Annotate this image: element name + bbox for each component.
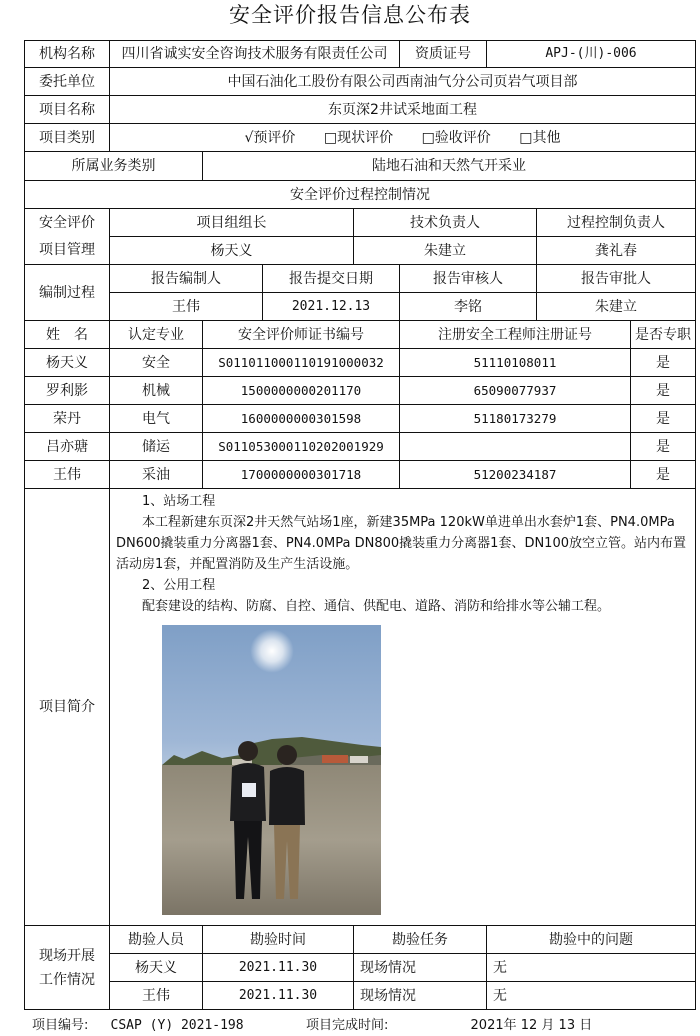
category-option-other: □其他 — [519, 129, 561, 146]
staff-name: 杨天义 — [25, 349, 110, 377]
staff-fulltime: 是 — [631, 433, 696, 461]
category-options — [110, 124, 696, 152]
compile-date: 2021.12.13 — [263, 293, 400, 321]
survey-header-task: 勘验任务 — [354, 926, 487, 954]
staff-name: 罗利影 — [25, 377, 110, 405]
category-label: 项目类别 — [25, 124, 110, 152]
category-option-status: □现状评价 — [323, 129, 394, 146]
checkbox-empty-icon: □ — [519, 129, 533, 146]
intro-label: 项目简介 — [25, 489, 110, 926]
finish-date-value: 2021年 12 月 13 日 — [470, 1018, 593, 1033]
staff-major: 采油 — [110, 461, 203, 489]
survey-row — [25, 982, 696, 1010]
management-control: 龚礼春 — [537, 237, 696, 265]
management-leader: 杨天义 — [110, 237, 354, 265]
category-row — [25, 124, 696, 152]
staff-fulltime: 是 — [631, 405, 696, 433]
staff-cert: S011053000110202001929 — [203, 433, 400, 461]
client-label: 委托单位 — [25, 68, 110, 96]
survey-time: 2021.11.30 — [203, 954, 354, 982]
staff-reg — [400, 433, 631, 461]
survey-time: 2021.11.30 — [203, 982, 354, 1010]
survey-task: 现场情况 — [354, 982, 487, 1010]
survey-header-time: 勘验时间 — [203, 926, 354, 954]
compile-header-approver: 报告审批人 — [537, 265, 696, 293]
intro-heading-station: 1、站场工程 — [142, 494, 216, 509]
project-value: 东页深2井试采地面工程 — [110, 96, 696, 124]
staff-cert: 1500000000201170 — [203, 377, 400, 405]
org-name: 四川省诚实安全咨询技术服务有限责任公司 — [110, 41, 400, 68]
compile-header-row — [25, 265, 696, 293]
finish-date-label: 项目完成时间: — [306, 1018, 389, 1033]
project-label: 项目名称 — [25, 96, 110, 124]
info-table — [24, 40, 696, 1010]
staff-name: 荣丹 — [25, 405, 110, 433]
footer-project-number — [32, 1016, 244, 1036]
compile-header-reviewer: 报告审核人 — [400, 265, 537, 293]
compile-value-row — [25, 293, 696, 321]
staff-cert: 1700000000301718 — [203, 461, 400, 489]
footer-finish-date — [306, 1016, 592, 1036]
business-label: 所属业务类别 — [25, 152, 203, 181]
survey-header-row — [25, 926, 696, 954]
staff-major: 储运 — [110, 433, 203, 461]
sun-glare — [250, 629, 294, 673]
project-number-label: 项目编号: — [32, 1018, 89, 1033]
project-row — [25, 96, 696, 124]
staff-fulltime: 是 — [631, 349, 696, 377]
staff-row — [25, 433, 696, 461]
staff-name: 王伟 — [25, 461, 110, 489]
client-value: 中国石油化工股份有限公司西南油气分公司页岩气项目部 — [110, 68, 696, 96]
survey-header-person: 勘验人员 — [110, 926, 203, 954]
intro-content — [110, 489, 696, 926]
check-mark-icon: √ — [244, 129, 254, 146]
staff-fulltime: 是 — [631, 461, 696, 489]
survey-row — [25, 954, 696, 982]
intro-row — [25, 489, 696, 926]
survey-issue: 无 — [487, 982, 696, 1010]
staff-row — [25, 461, 696, 489]
management-header-leader: 项目组组长 — [110, 209, 354, 237]
category-option-acceptance: □验收评价 — [421, 129, 491, 146]
staff-row — [25, 349, 696, 377]
survey-header-issue: 勘验中的问题 — [487, 926, 696, 954]
survey-task: 现场情况 — [354, 954, 487, 982]
staff-major: 机械 — [110, 377, 203, 405]
compile-reviewer: 李铭 — [400, 293, 537, 321]
staff-header-name: 姓 名 — [25, 321, 110, 349]
staff-reg: 65090077937 — [400, 377, 631, 405]
compile-label: 编制过程 — [25, 265, 110, 321]
intro-text-station: 本工程新建东页深2井天然气站场1座，新建35MPa 120kW单进单出水套炉1套、PN4.0MPa DN600撬装重力分离器1套、PN4.0MPa DN800撬装重力分离器1套、DN100放空立管。站内布置活动房1套，并配置消防及生产生活设施。 — [116, 515, 686, 572]
compile-header-author: 报告编制人 — [110, 265, 263, 293]
staff-row — [25, 405, 696, 433]
staff-header-major: 认定专业 — [110, 321, 203, 349]
survey-person: 王伟 — [110, 982, 203, 1010]
page-title: 安全评价报告信息公布表 — [229, 3, 471, 27]
survey-label-line1: 现场开展 — [39, 947, 95, 964]
org-label: 机构名称 — [25, 41, 110, 68]
management-value-row — [25, 237, 696, 265]
staff-row — [25, 377, 696, 405]
compile-approver: 朱建立 — [537, 293, 696, 321]
staff-reg: 51180173279 — [400, 405, 631, 433]
staff-reg: 51200234187 — [400, 461, 631, 489]
cert-label: 资质证号 — [400, 41, 487, 68]
staff-header-reg: 注册安全工程师注册证号 — [400, 321, 631, 349]
survey-label-line2: 工作情况 — [39, 971, 95, 988]
staff-header-cert: 安全评价师证书编号 — [203, 321, 400, 349]
compile-author: 王伟 — [110, 293, 263, 321]
business-value: 陆地石油和天然气开采业 — [203, 152, 696, 181]
process-header-row — [25, 181, 696, 209]
management-tech: 朱建立 — [354, 237, 537, 265]
org-row — [25, 41, 696, 68]
site-photo — [162, 625, 381, 915]
process-header: 安全评价过程控制情况 — [25, 181, 696, 209]
management-label-bottom: 项目管理 — [25, 237, 110, 265]
compile-header-date: 报告提交日期 — [263, 265, 400, 293]
staff-cert: S011011000110191000032 — [203, 349, 400, 377]
staff-name: 吕亦瑭 — [25, 433, 110, 461]
staff-major: 电气 — [110, 405, 203, 433]
person-right-figure — [265, 743, 309, 905]
checkbox-empty-icon: □ — [323, 129, 338, 146]
survey-label — [25, 926, 110, 1010]
staff-major: 安全 — [110, 349, 203, 377]
staff-header-fulltime: 是否专职 — [631, 321, 696, 349]
management-label-top: 安全评价 — [25, 209, 110, 237]
intro-heading-utility: 2、公用工程 — [142, 578, 216, 593]
checkbox-empty-icon: □ — [421, 129, 435, 146]
management-header-control: 过程控制负责人 — [537, 209, 696, 237]
staff-cert: 1600000000301598 — [203, 405, 400, 433]
survey-issue: 无 — [487, 954, 696, 982]
survey-person: 杨天义 — [110, 954, 203, 982]
business-row — [25, 152, 696, 181]
cert-number: APJ-(川)-006 — [487, 41, 696, 68]
staff-reg: 51110108011 — [400, 349, 631, 377]
project-number-value: CSAP (Y) 2021-198 — [110, 1018, 244, 1033]
person-left-figure — [226, 737, 270, 905]
staff-fulltime: 是 — [631, 377, 696, 405]
staff-header-row — [25, 321, 696, 349]
client-row — [25, 68, 696, 96]
management-header-tech: 技术负责人 — [354, 209, 537, 237]
category-option-pre: √预评价 — [244, 129, 296, 146]
intro-text-utility: 配套建设的结构、防腐、自控、通信、供配电、道路、消防和给排水等公辅工程。 — [142, 599, 611, 614]
management-header-row — [25, 209, 696, 237]
